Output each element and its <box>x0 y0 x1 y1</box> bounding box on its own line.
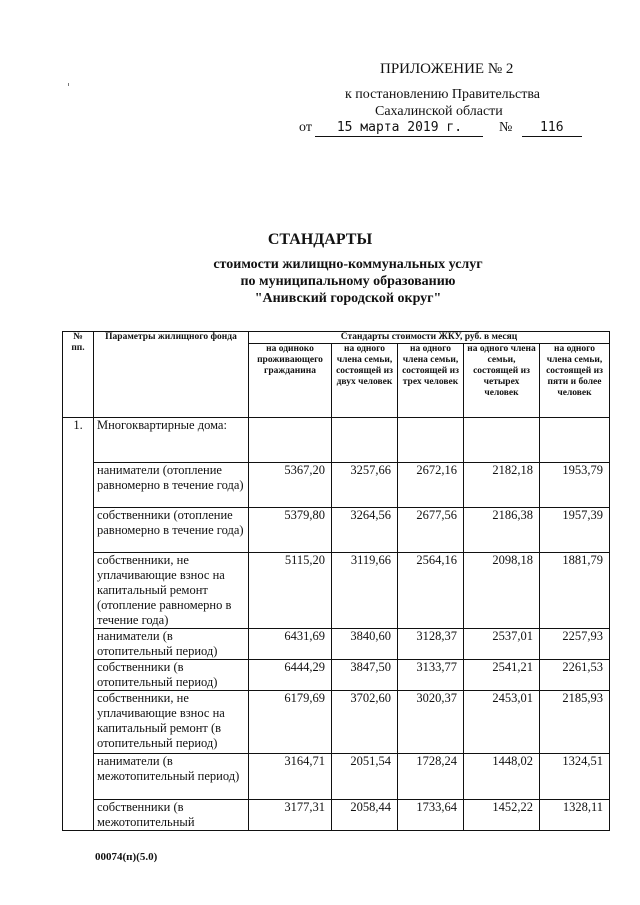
cell-value: 2537,01 <box>464 629 540 660</box>
cell-value: 3840,60 <box>332 629 398 660</box>
header-col-2: на одного члена семьи, состоящей из двух человек <box>332 344 398 418</box>
document-title: СТАНДАРТЫ <box>267 231 373 248</box>
cell-value: 1881,79 <box>540 553 610 629</box>
scan-mark <box>68 83 69 86</box>
row-label: собственники, не уплачивающие взнос на капитальный ремонт (в отопительный период) <box>94 691 249 754</box>
table-row <box>63 800 610 831</box>
cell-value: 2058,44 <box>332 800 398 831</box>
cell-value: 1324,51 <box>540 754 610 800</box>
table-row <box>63 463 610 508</box>
cell-value: 3164,71 <box>249 754 332 800</box>
section-number: 1. <box>63 418 94 831</box>
cell-value: 2185,93 <box>540 691 610 754</box>
subtitle-line-3: "Анивский городской округ" <box>254 291 442 306</box>
decree-date-row <box>299 120 582 137</box>
cell-value: 3702,60 <box>332 691 398 754</box>
row-label: собственники (отопление равномерно в течение года) <box>94 508 249 553</box>
appendix-line-2: Сахалинской области <box>375 104 503 119</box>
cell-value: 1452,22 <box>464 800 540 831</box>
cell-value: 3177,31 <box>249 800 332 831</box>
cell-value: 2261,53 <box>540 660 610 691</box>
cell-value: 1448,02 <box>464 754 540 800</box>
cell-value: 2051,54 <box>332 754 398 800</box>
subtitle-line-2: по муниципальному образованию <box>240 274 456 289</box>
date-prefix: от <box>299 120 312 135</box>
row-label: наниматели (в отопительный период) <box>94 629 249 660</box>
document-code: 00074(п)(5.0) <box>95 851 158 863</box>
header-group: Стандарты стоимости ЖКУ, руб. в месяц <box>249 332 610 344</box>
subtitle-line-1: стоимости жилищно-коммунальных услуг <box>213 257 483 272</box>
header-col-4: на одного члена семьи, состоящей из четырех человек <box>464 344 540 418</box>
cell-value: 6444,29 <box>249 660 332 691</box>
section-row <box>63 418 610 463</box>
header-col-1: на одиноко проживающего гражданина <box>249 344 332 418</box>
cell-value: 3847,50 <box>332 660 398 691</box>
cell-value: 2677,56 <box>398 508 464 553</box>
cell-value: 6179,69 <box>249 691 332 754</box>
cell-value: 1733,64 <box>398 800 464 831</box>
cell-value: 3128,37 <box>398 629 464 660</box>
table-row <box>63 553 610 629</box>
number-sign: № <box>498 120 513 135</box>
row-label: собственники (в межотопительный <box>94 800 249 831</box>
cell-value: 1957,39 <box>540 508 610 553</box>
cell-value: 2098,18 <box>464 553 540 629</box>
cell-value: 1328,11 <box>540 800 610 831</box>
cell-value: 2186,38 <box>464 508 540 553</box>
cell-value: 5367,20 <box>249 463 332 508</box>
cell-value: 2182,18 <box>464 463 540 508</box>
appendix-line-1: к постановлению Правительства <box>345 87 541 102</box>
table-row <box>63 508 610 553</box>
cell-value: 2541,21 <box>464 660 540 691</box>
cell-value: 3133,77 <box>398 660 464 691</box>
table-row <box>63 660 610 691</box>
cell-value: 5379,80 <box>249 508 332 553</box>
cell-value: 2672,16 <box>398 463 464 508</box>
decree-date: 15 марта 2019 г. <box>315 120 483 137</box>
cell-value: 3264,56 <box>332 508 398 553</box>
cell-value: 1728,24 <box>398 754 464 800</box>
cell-value: 6431,69 <box>249 629 332 660</box>
row-label: наниматели (отопление равномерно в течение года) <box>94 463 249 508</box>
decree-number: 116 <box>522 120 582 137</box>
cell-value: 2257,93 <box>540 629 610 660</box>
table-row <box>63 754 610 800</box>
cell-value: 3020,37 <box>398 691 464 754</box>
table-row <box>63 691 610 754</box>
header-params: Параметры жилищного фонда <box>94 332 249 418</box>
table-row <box>63 629 610 660</box>
cell-value: 3119,66 <box>332 553 398 629</box>
header-num: № пп. <box>63 332 94 418</box>
header-col-3: на одного члена семьи, состоящей из трех человек <box>398 344 464 418</box>
cell-value: 1953,79 <box>540 463 610 508</box>
standards-table <box>62 331 610 831</box>
cell-value: 5115,20 <box>249 553 332 629</box>
cell-value: 3257,66 <box>332 463 398 508</box>
section-label: Многоквартирные дома: <box>94 418 249 463</box>
row-label: собственники (в отопительный период) <box>94 660 249 691</box>
row-label: собственники, не уплачивающие взнос на капитальный ремонт (отопление равномерно в течение года) <box>94 553 249 629</box>
appendix-title: ПРИЛОЖЕНИЕ № 2 <box>380 61 514 77</box>
cell-value: 2453,01 <box>464 691 540 754</box>
cell-value: 2564,16 <box>398 553 464 629</box>
header-col-5: на одного члена семьи, состоящей из пяти и более человек <box>540 344 610 418</box>
row-label: наниматели (в межотопительный период) <box>94 754 249 800</box>
